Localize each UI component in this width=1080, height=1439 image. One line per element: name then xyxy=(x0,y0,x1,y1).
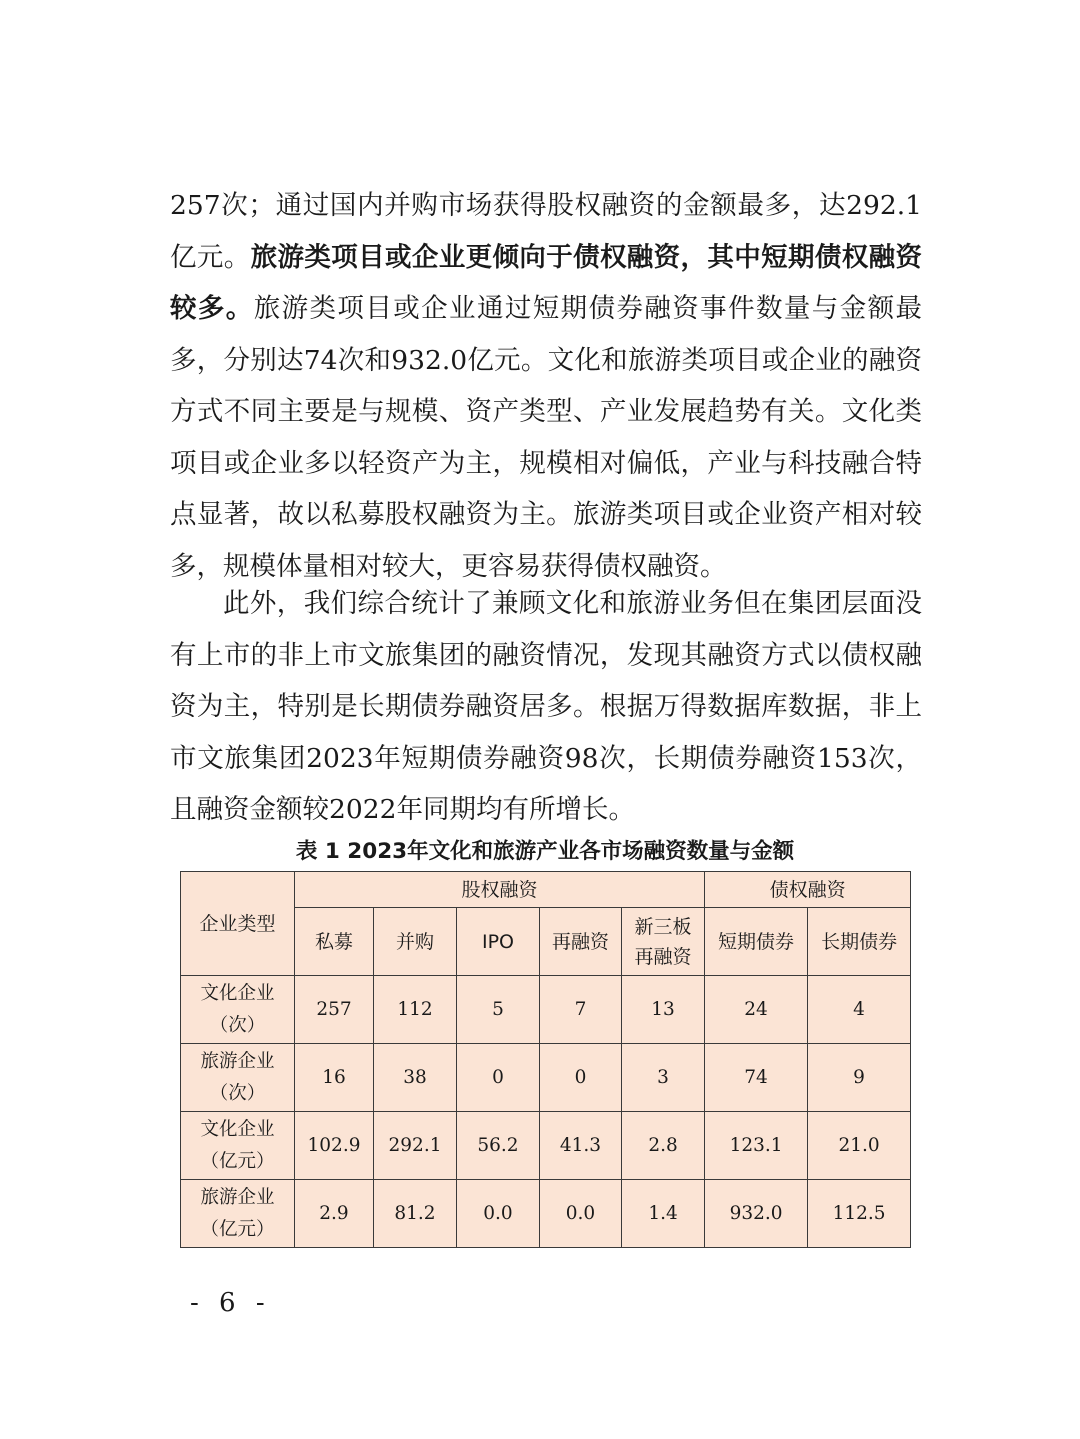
row-label: 文化企业 （亿元） xyxy=(181,1112,295,1180)
table-cell: 21.0 xyxy=(808,1112,911,1180)
body-paragraph-1 xyxy=(170,180,922,592)
table-cell: 932.0 xyxy=(705,1180,808,1248)
para1-text-2: 旅游类项目或企业通过短期债券融资事件数量与金额最多，分别达74次和932.0亿元。文化和旅游类项目或企业的融资方式不同主要是与规模、资产类型、产业发展趋势有关。文化类项目或企业多以轻资产为主，规模相对偏低，产业与科技融合特点显著，故以私募股权融资为主。旅游类项目或企业资产相对较多，规模体量相对较大，更容易获得债权融资。 xyxy=(170,293,923,582)
column-header: IPO xyxy=(457,908,540,976)
table-cell: 2.8 xyxy=(622,1112,705,1180)
table-cell: 3 xyxy=(622,1044,705,1112)
table-cell: 0 xyxy=(540,1044,622,1112)
column-header: 私募 xyxy=(295,908,374,976)
table-corner-header: 企业类型 xyxy=(181,872,295,976)
column-header: 短期债券 xyxy=(705,908,808,976)
table-cell: 56.2 xyxy=(457,1112,540,1180)
table-cell: 1.4 xyxy=(622,1180,705,1248)
table-cell: 38 xyxy=(374,1044,457,1112)
table-cell: 292.1 xyxy=(374,1112,457,1180)
para1-bold-text: 旅游类项目或企业更倾向于债权融资，其中短期债权融资较多。 xyxy=(170,241,923,324)
table-cell: 13 xyxy=(622,976,705,1044)
table-cell: 0 xyxy=(457,1044,540,1112)
table-cell: 4 xyxy=(808,976,911,1044)
table-cell: 112.5 xyxy=(808,1180,911,1248)
column-header: 新三板 再融资 xyxy=(622,908,705,976)
column-header: 长期债券 xyxy=(808,908,911,976)
table-row xyxy=(181,1180,911,1248)
table-cell: 123.1 xyxy=(705,1112,808,1180)
table-cell: 5 xyxy=(457,976,540,1044)
table-cell: 257 xyxy=(295,976,374,1044)
table-cell: 41.3 xyxy=(540,1112,622,1180)
table-cell: 0.0 xyxy=(457,1180,540,1248)
table-row xyxy=(181,976,911,1044)
table-body xyxy=(181,976,911,1248)
column-header: 再融资 xyxy=(540,908,622,976)
table-cell: 81.2 xyxy=(374,1180,457,1248)
body-paragraph-2: 此外，我们综合统计了兼顾文化和旅游业务但在集团层面没有上市的非上市文旅集团的融资情况，发现其融资方式以债权融资为主，特别是长期债券融资居多。根据万得数据库数据，非上市文旅集团2023年短期债券融资98次，长期债券融资153次，且融资金额较2022年同期均有所增长。 xyxy=(170,588,922,825)
table-caption: 表 1 2023年文化和旅游产业各市场融资数量与金额 xyxy=(295,839,795,864)
table-cell: 9 xyxy=(808,1044,911,1112)
page-number: - 6 - xyxy=(190,1288,271,1318)
table-cell: 74 xyxy=(705,1044,808,1112)
table-cell: 2.9 xyxy=(295,1180,374,1248)
table-cell: 16 xyxy=(295,1044,374,1112)
para1-text-1: 257次；通过国内并购市场获得股权融资的金额最多，达292.1亿元。 xyxy=(170,190,922,273)
row-label: 旅游企业 （亿元） xyxy=(181,1180,295,1248)
financing-table xyxy=(180,871,911,1248)
row-label: 旅游企业 （次） xyxy=(181,1044,295,1112)
table-cell: 112 xyxy=(374,976,457,1044)
table-row xyxy=(181,1112,911,1180)
table-cell: 102.9 xyxy=(295,1112,374,1180)
row-label: 文化企业 （次） xyxy=(181,976,295,1044)
debt-group-header: 债权融资 xyxy=(705,872,911,908)
table-cell: 7 xyxy=(540,976,622,1044)
table-cell: 24 xyxy=(705,976,808,1044)
table-cell: 0.0 xyxy=(540,1180,622,1248)
column-header: 并购 xyxy=(374,908,457,976)
table-row xyxy=(181,1044,911,1112)
equity-group-header: 股权融资 xyxy=(295,872,705,908)
